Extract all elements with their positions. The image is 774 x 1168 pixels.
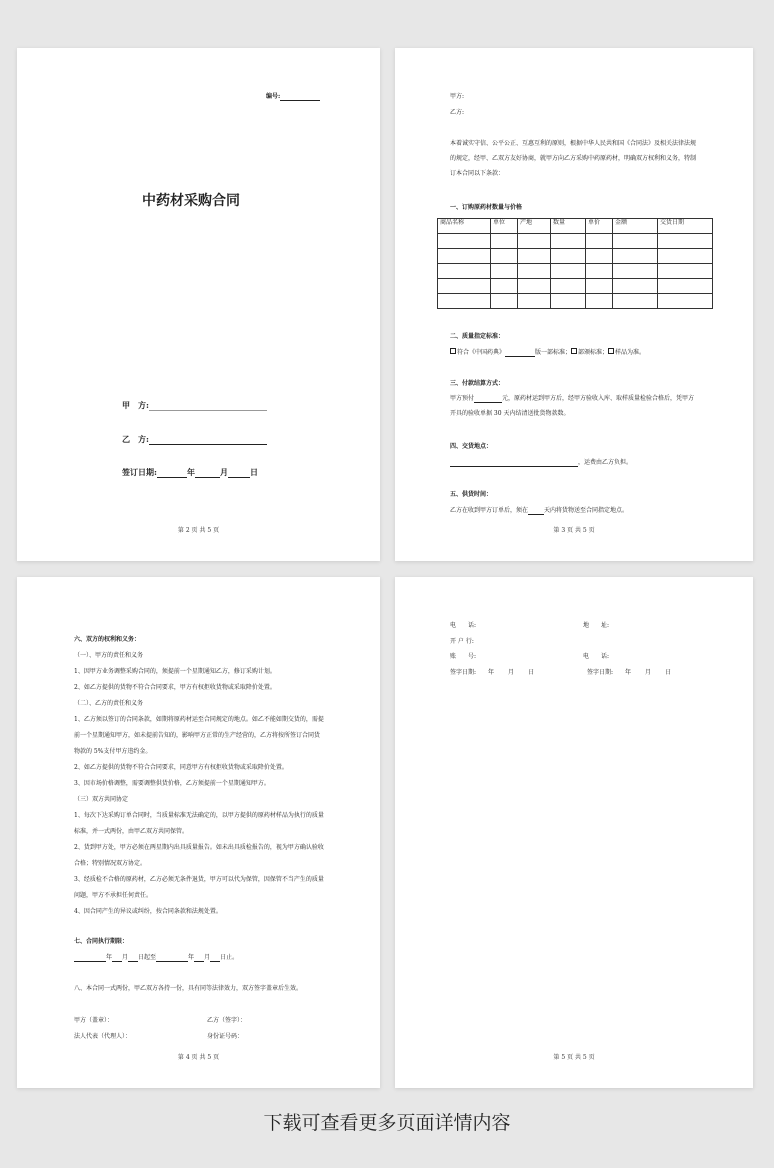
account-label: 账 号: [450,653,477,660]
contract-page-5 [395,577,753,1088]
page-footer: 第 2 页 共 5 页 [177,527,220,534]
clause-line: 2、如乙方提供的货物不符合合同要求，甲方有权拒收货物或采取降价处置。 [74,684,276,691]
clause-line: 4、因合同产生的异议或纠纷，按合同条款和法规处置。 [74,908,222,915]
subsection-heading: （一）、甲方的责任和义务 [74,652,144,659]
clause-line: 1、乙方须以签订的合同条款，如期将原药材运至合同规定的地点。如乙不能如期交货的，需提 [74,716,324,723]
subsection-heading: （二）、乙方的责任和义务 [74,700,144,707]
party-b-label: 乙 方: [122,434,149,444]
download-caption[interactable]: 下载可查看更多页面详情内容 [263,1112,511,1134]
clause-line: 2、如乙方提供的货物不符合合同要求，同意甲方有权拒收货物或采取降价处置。 [74,764,288,771]
month-label: 月 [219,467,228,477]
table-header-cell: 交货日期 [658,219,713,234]
checkbox-icon [450,348,456,354]
intro-line-1: 本着诚实守信、公平公正、互惠互利的原则，根据中华人民共和国《合同法》及相关法律法规 [450,140,697,147]
phone-label: 电 话: [450,622,477,629]
clause-line: 2、货到甲方处，甲方必须在两星期内出具质量报告。如未出具质检报告的，视为甲方确认验收 [74,844,324,851]
party-a-label: 甲 方: [122,400,149,410]
intro-line-2: 的规定，经甲、乙双方友好协商，就甲方向乙方采购中药原药材，明确双方权利和义务，特制 [450,155,697,162]
party-b-blank [149,435,267,445]
contract-page-2 [17,48,380,561]
section-7-heading: 七、合同执行期限： [74,938,129,945]
contract-title: 中药材采购合同 [142,193,240,209]
section-8-line: 八、本合同一式两份，甲乙双方各持一份，具有同等法律效力，双方签字盖章后生效。 [74,985,303,992]
bank-label: 开 户 行: [450,638,474,645]
table-row [438,249,713,264]
party-a-label: 甲方: [450,93,465,100]
party-b-field [122,434,267,445]
table-row [438,279,713,294]
table-header-cell: 单位 [491,219,518,234]
goods-table [437,218,713,309]
sign-date-2-field: 签字日期: 年 月 日 [587,669,672,676]
checkbox-icon [571,348,577,354]
clause-line: 问题，甲方不承担任何责任。 [74,892,153,899]
checkbox-icon [608,348,614,354]
payment-line-1: 甲方预付 元，原药材运到甲方后，经甲方验收入库、取样质量检验合格后，凭甲方 [450,395,695,402]
payment-line-2: 开具的验收单据 30 天内结清送批货物款数。 [450,410,570,417]
table-row [438,264,713,279]
clause-line: 3、经质检不合格的原药材，乙方必须无条件退货，甲方可以代为保管，因保管不当产生的质量 [74,876,324,883]
clause-line: 物款的 5%支付甲方违约金。 [74,748,152,755]
address-label: 地 址: [583,622,610,629]
sign-date-label: 签订日期: [122,467,157,477]
section-3-heading: 三、付款结算方式： [450,380,505,387]
day-label: 日 [249,467,258,477]
table-header-cell: 金额 [613,219,658,234]
table-header-cell: 商品名称 [438,219,491,234]
intro-line-3: 订本合同以下条款： [450,170,505,177]
page-footer: 第 4 页 共 5 页 [177,1054,220,1061]
term-line: 年 月 日起至 年 月 日止。 [74,954,238,962]
phone-2-label: 电 话: [583,653,610,660]
table-header-row [438,219,713,234]
table-header-cell: 单价 [586,219,613,234]
table-header-cell: 产地 [518,219,551,234]
party-a-seal-label: 甲方（盖章）： [74,1017,114,1024]
section-1-heading: 一、订购原药材数量与价格 [450,204,523,211]
table-row [438,234,713,249]
id-number-label: 身份证号码： [207,1033,244,1040]
sign-date-field [122,467,258,478]
clause-line: 标准，并一式两份，由甲乙双方共同保管。 [74,828,189,835]
contract-page-3 [395,48,753,561]
clause-line: 1、因甲方业务调整采购合同的，须提前一个星期通知乙方，修订采购计划。 [74,668,276,675]
delivery-place-line: ，运费由乙方负担。 [450,459,632,467]
year-label: 年 [186,467,195,477]
clause-line: 前一个星期通知甲方，如未提前告知的，影响甲方正常的生产经营的，乙方将按所签订合同货 [74,732,321,739]
party-b-sign-label: 乙方（签字）： [207,1017,247,1024]
table-row [438,294,713,309]
contract-number-blank [280,93,320,101]
party-a-blank [149,401,267,411]
clause-line: 1、每次下达采购订单合同时，当质量标准无法确定的，以甲方提供的原药材样品为执行的质量 [74,812,324,819]
legal-rep-label: 法人代表（代理人）： [74,1033,132,1040]
quality-options: 符合《中国药典》 版一部标准； 部颁标准； 样品为准。 [450,348,645,357]
subsection-heading: （三）双方共同协定 [74,796,129,803]
table-header-cell: 数量 [551,219,586,234]
clause-line: 3、因市场价格调整，需要调整供货价格，乙方须提前一个星期通知甲方。 [74,780,270,787]
party-a-field [122,400,267,411]
page-footer: 第 3 页 共 5 页 [553,527,595,534]
section-6-heading: 六、双方的权利和义务： [74,636,141,643]
clause-line: 合格；特别情况双方协定。 [74,860,147,867]
contract-number-field [266,93,320,101]
section-2-heading: 二、质量指定标准： [450,333,505,340]
party-b-label: 乙方: [450,109,465,116]
contract-page-4 [17,577,380,1088]
section-5-heading: 五、供货时间： [450,491,493,498]
section-4-heading: 四、交货地点： [450,443,493,450]
sign-date-field: 签字日期: 年 月 日 [450,669,535,676]
delivery-time-line: 乙方在收到甲方订单后，须在 天内将货物送至合同指定地点。 [450,507,629,514]
contract-number-label: 编号: [266,93,281,100]
page-footer: 第 5 页 共 5 页 [553,1054,595,1061]
